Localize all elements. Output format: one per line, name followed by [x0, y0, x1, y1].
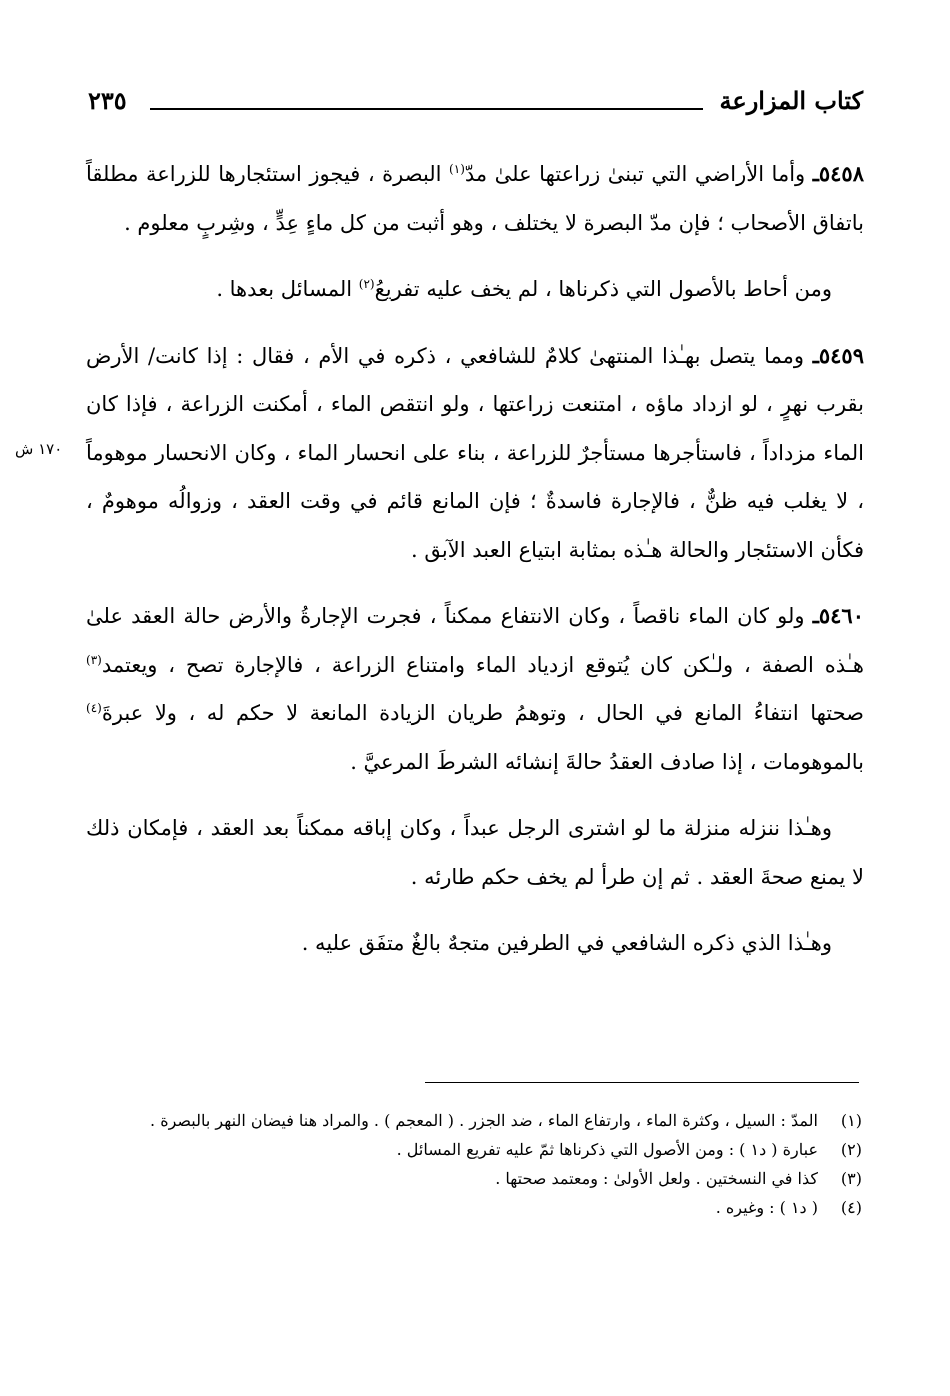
footnote-text: ( د١ ) : وغيره . [715, 1198, 818, 1217]
footnote-ref[interactable]: (١) [449, 162, 465, 176]
running-header [88, 86, 863, 126]
paragraph-number: ٥٤٦٠ـ [812, 603, 864, 628]
paragraph-text: ولو كان الماء ناقصاً ، وكان الانتفاع ممكناً ، فجرت الإجارةُ والأرض حالة العقد علىٰ هـٰذه الصفة ، ولـٰكن كان يُتوقع ازدياد الماء وامتناع الزراعة ، فالإجارة تصح ، ويعتمد [86, 604, 864, 677]
footnote-number: (٤) [840, 1198, 862, 1217]
footnote-ref[interactable]: (٣) [86, 652, 102, 667]
footnote-item [86, 1193, 862, 1222]
paragraph-continuation [86, 919, 864, 968]
paragraph-continuation [86, 265, 864, 314]
paragraph-5459 [86, 332, 864, 575]
footnote-number: (١) [840, 1111, 862, 1130]
paragraph-5460 [86, 592, 864, 786]
footnote-text: عبارة ( د١ ) : ومن الأصول التي ذكرناها ثمّ عليه تفريع المسائل . [396, 1140, 818, 1159]
footnote-item [86, 1164, 862, 1193]
paragraph-text: ومن أحاط بالأصول التي ذكرناها ، لم يخف عليه تفريعُ [374, 277, 832, 301]
footnote-ref[interactable]: (٤) [86, 701, 102, 715]
footnote-number: (٣) [840, 1169, 862, 1188]
margin-folio-note: ١٧٠ ش [15, 440, 63, 458]
paragraph-number: ٥٤٥٩ـ [812, 342, 864, 368]
paragraph-text: وأما الأراضي التي تبنىٰ زراعتها علىٰ مدّ [464, 162, 813, 186]
footnote-ref[interactable]: (٢) [358, 277, 375, 291]
paragraph-text: وهـٰذا ننزله منزلة ما لو اشترى الرجل عبداً ، وكان إباقه ممكناً بعد العقد ، فإمكان ذلك لا يمنع صحةَ العقد . ثم إن طرأ لم يخف حكم طارئه . [86, 816, 864, 889]
footnote-number: (٢) [840, 1140, 862, 1159]
paragraph-text: وهـٰذا الذي ذكره الشافعي في الطرفين متجهٌ بالغٌ متفَق عليه . [301, 931, 832, 955]
paragraph-text: البصرة ، فيجوز استئجارها للزراعة مطلقاً باتفاق الأصحاب ؛ فإن مدّ البصرة لا يختلف ، وهو أثبت من كل ماءٍ عِدٍّ ، وشِربٍ معلوم . [86, 162, 864, 235]
footnote-text: كذا في النسختين . ولعل الأولىٰ : ومعتمد صحتها . [495, 1169, 818, 1188]
paragraph-continuation [86, 804, 864, 901]
footnote-text: المدّ : السيل ، وكثرة الماء ، وارتفاع الماء ، ضد الجزر . ( المعجم ) . والمراد هنا فيضان النهر بالبصرة . [150, 1111, 818, 1130]
page-number: ٢٣٥ [88, 86, 127, 115]
chapter-title: كتاب المزارعة [719, 86, 863, 115]
footnote-item [86, 1106, 862, 1135]
footnote-separator [425, 1082, 859, 1083]
paragraph-text: صحتها انتفاءُ المانع في الحال ، وتوهمُ طريان الزيادة المانعة لا حكم له ، ولا عبرةَ [101, 701, 864, 725]
paragraph-text: المسائل بعدها . [216, 277, 359, 301]
paragraph-text: ومما يتصل بهـٰذا المنتهىٰ كلامٌ للشافعي ، ذكره في الأم ، فقال : إذا كانت/ الأرض بقرب نهرٍ ، لو ازداد ماؤه ، امتنعت زراعتها ، ولو انتقص الماء ، أمكنت الزراعة ، فإذا كان الماء مزداداً ، فاستأجرها مستأجرٌ للزراعة ، بناء على انحسار الماء ، وكان الانحسار موهوماً ، لا يغلب فيه ظنٌّ ، فالإجارة فاسدةٌ ؛ فإن المانع قائم في وقت العقد ، وزوالُه موهومٌ ، فكأن الاستئجار والحالة هـٰذه بمثابة ابتياع العبد الآبق . [86, 343, 864, 562]
paragraph-text: بالموهومات ، إذا صادف العقدُ حالةَ إنشائه الشرطَ المرعيَّ . [350, 749, 864, 774]
header-rule [150, 108, 703, 110]
main-text [86, 150, 864, 986]
paragraph-5458 [86, 150, 864, 247]
paragraph-number: ٥٤٥٨ـ [812, 161, 864, 186]
footnote-item [86, 1135, 862, 1164]
footnotes [86, 1106, 862, 1222]
